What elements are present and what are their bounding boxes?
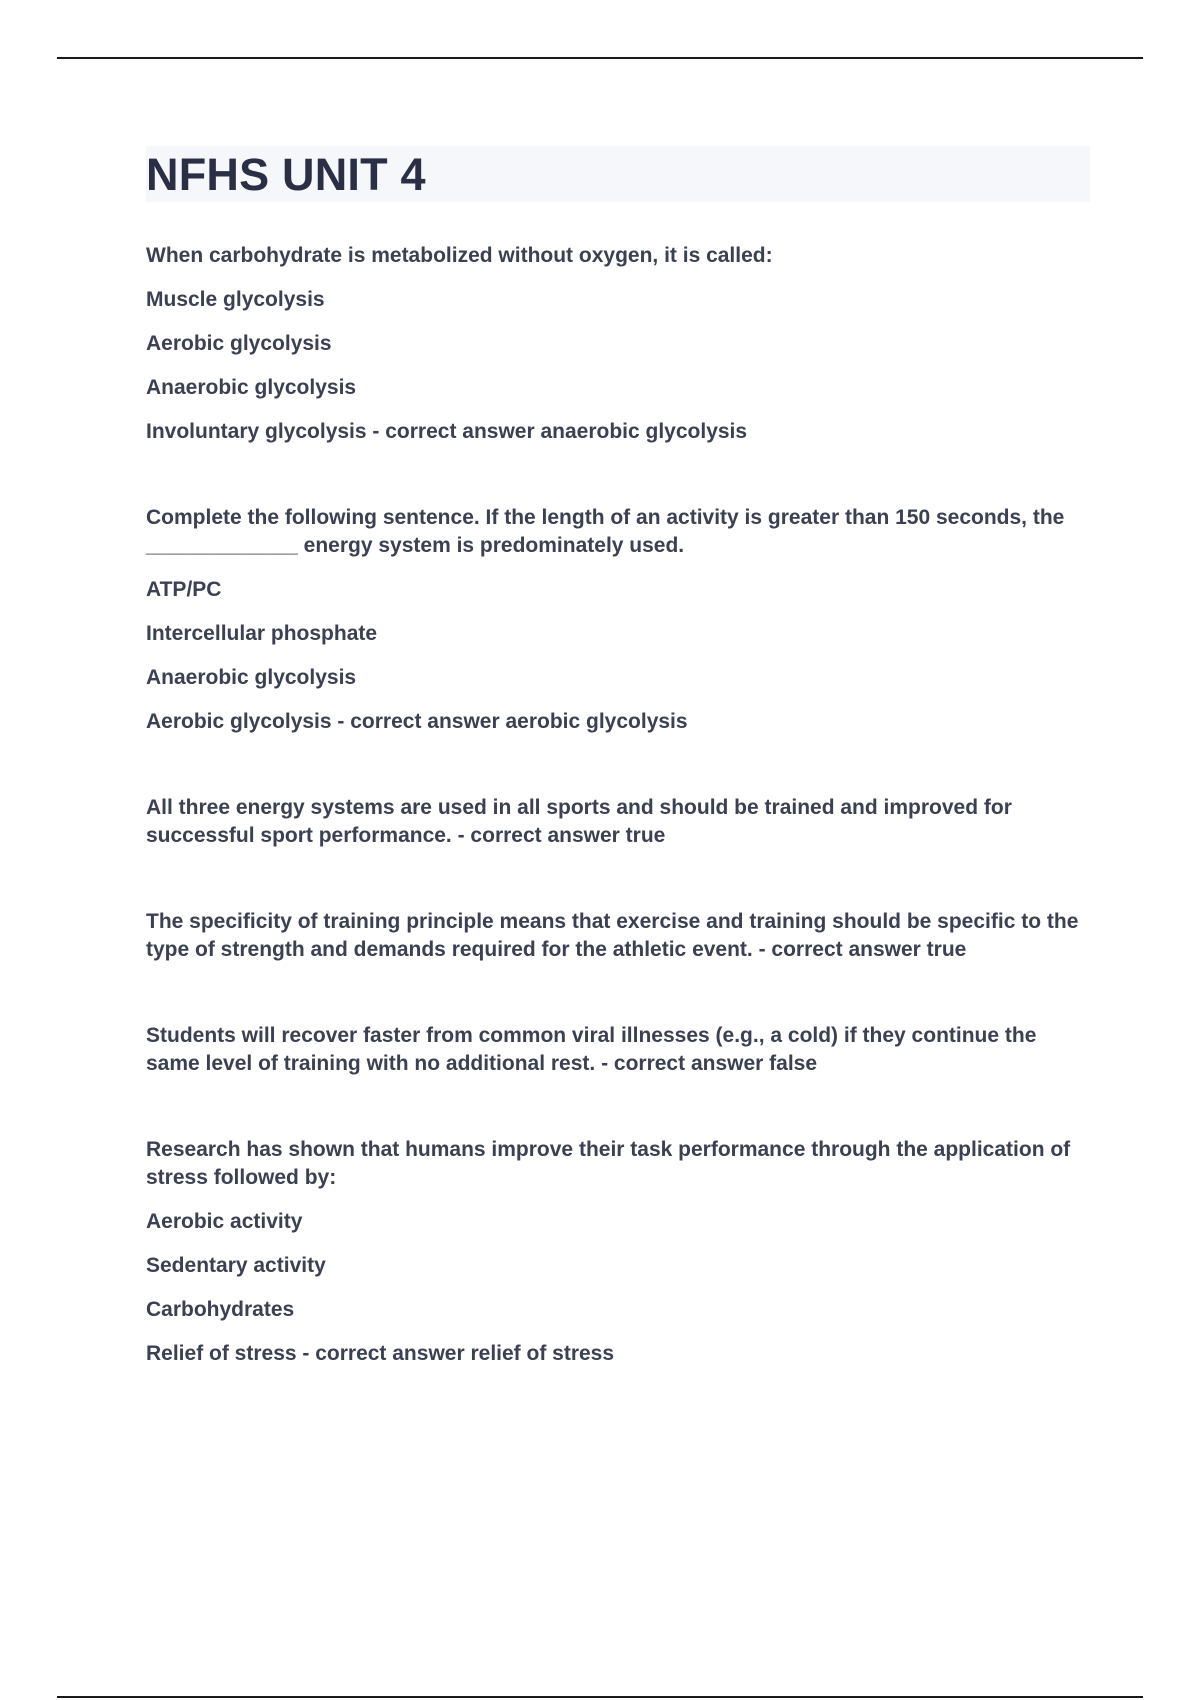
question-block-5 [146,1022,1090,1078]
page-title: NFHS UNIT 4 [146,148,426,200]
answer-option: Aerobic activity [146,1210,303,1233]
answer-option-with-correct-answer: Relief of stress - correct answer relief of stress [146,1342,615,1365]
document-page [146,146,1090,1426]
answer-option-with-correct-answer: Involuntary glycolysis - correct answer anaerobic glycolysis [146,420,748,443]
question-text: The specificity of training principle means that exercise and training should be specific to the type of strength and demands required for the athletic event. - correct answer true [146,910,1079,961]
question-text: Research has shown that humans improve their task performance through the application of stress followed by: [146,1138,1071,1189]
answer-option: ATP/PC [146,578,222,601]
title-band [146,146,1090,202]
answer-option: Intercellular phosphate [146,622,378,645]
question-text: All three energy systems are used in all sports and should be trained and improved for successful sport performance. - correct answer true [146,796,1012,847]
answer-option-with-correct-answer: Aerobic glycolysis - correct answer aerobic glycolysis [146,710,688,733]
top-rule [57,57,1143,59]
answer-option: Sedentary activity [146,1254,326,1277]
question-block-4 [146,908,1090,964]
answer-option: Muscle glycolysis [146,288,325,311]
question-text: When carbohydrate is metabolized without oxygen, it is called: [146,244,773,267]
answer-option: Anaerobic glycolysis [146,376,357,399]
question-text: Complete the following sentence. If the length of an activity is greater than 150 seconds, the _____________ energy system is predominately used. [146,506,1065,557]
answer-option: Aerobic glycolysis [146,332,332,355]
answer-option: Carbohydrates [146,1298,295,1321]
question-block-6 [146,1136,1090,1368]
answer-option: Anaerobic glycolysis [146,666,357,689]
question-block-2 [146,504,1090,736]
question-text: Students will recover faster from common viral illnesses (e.g., a cold) if they continue the same level of training with no additional rest. - correct answer false [146,1024,1037,1075]
question-block-3 [146,794,1090,850]
bottom-rule [57,1696,1143,1698]
question-block-1 [146,242,1090,446]
